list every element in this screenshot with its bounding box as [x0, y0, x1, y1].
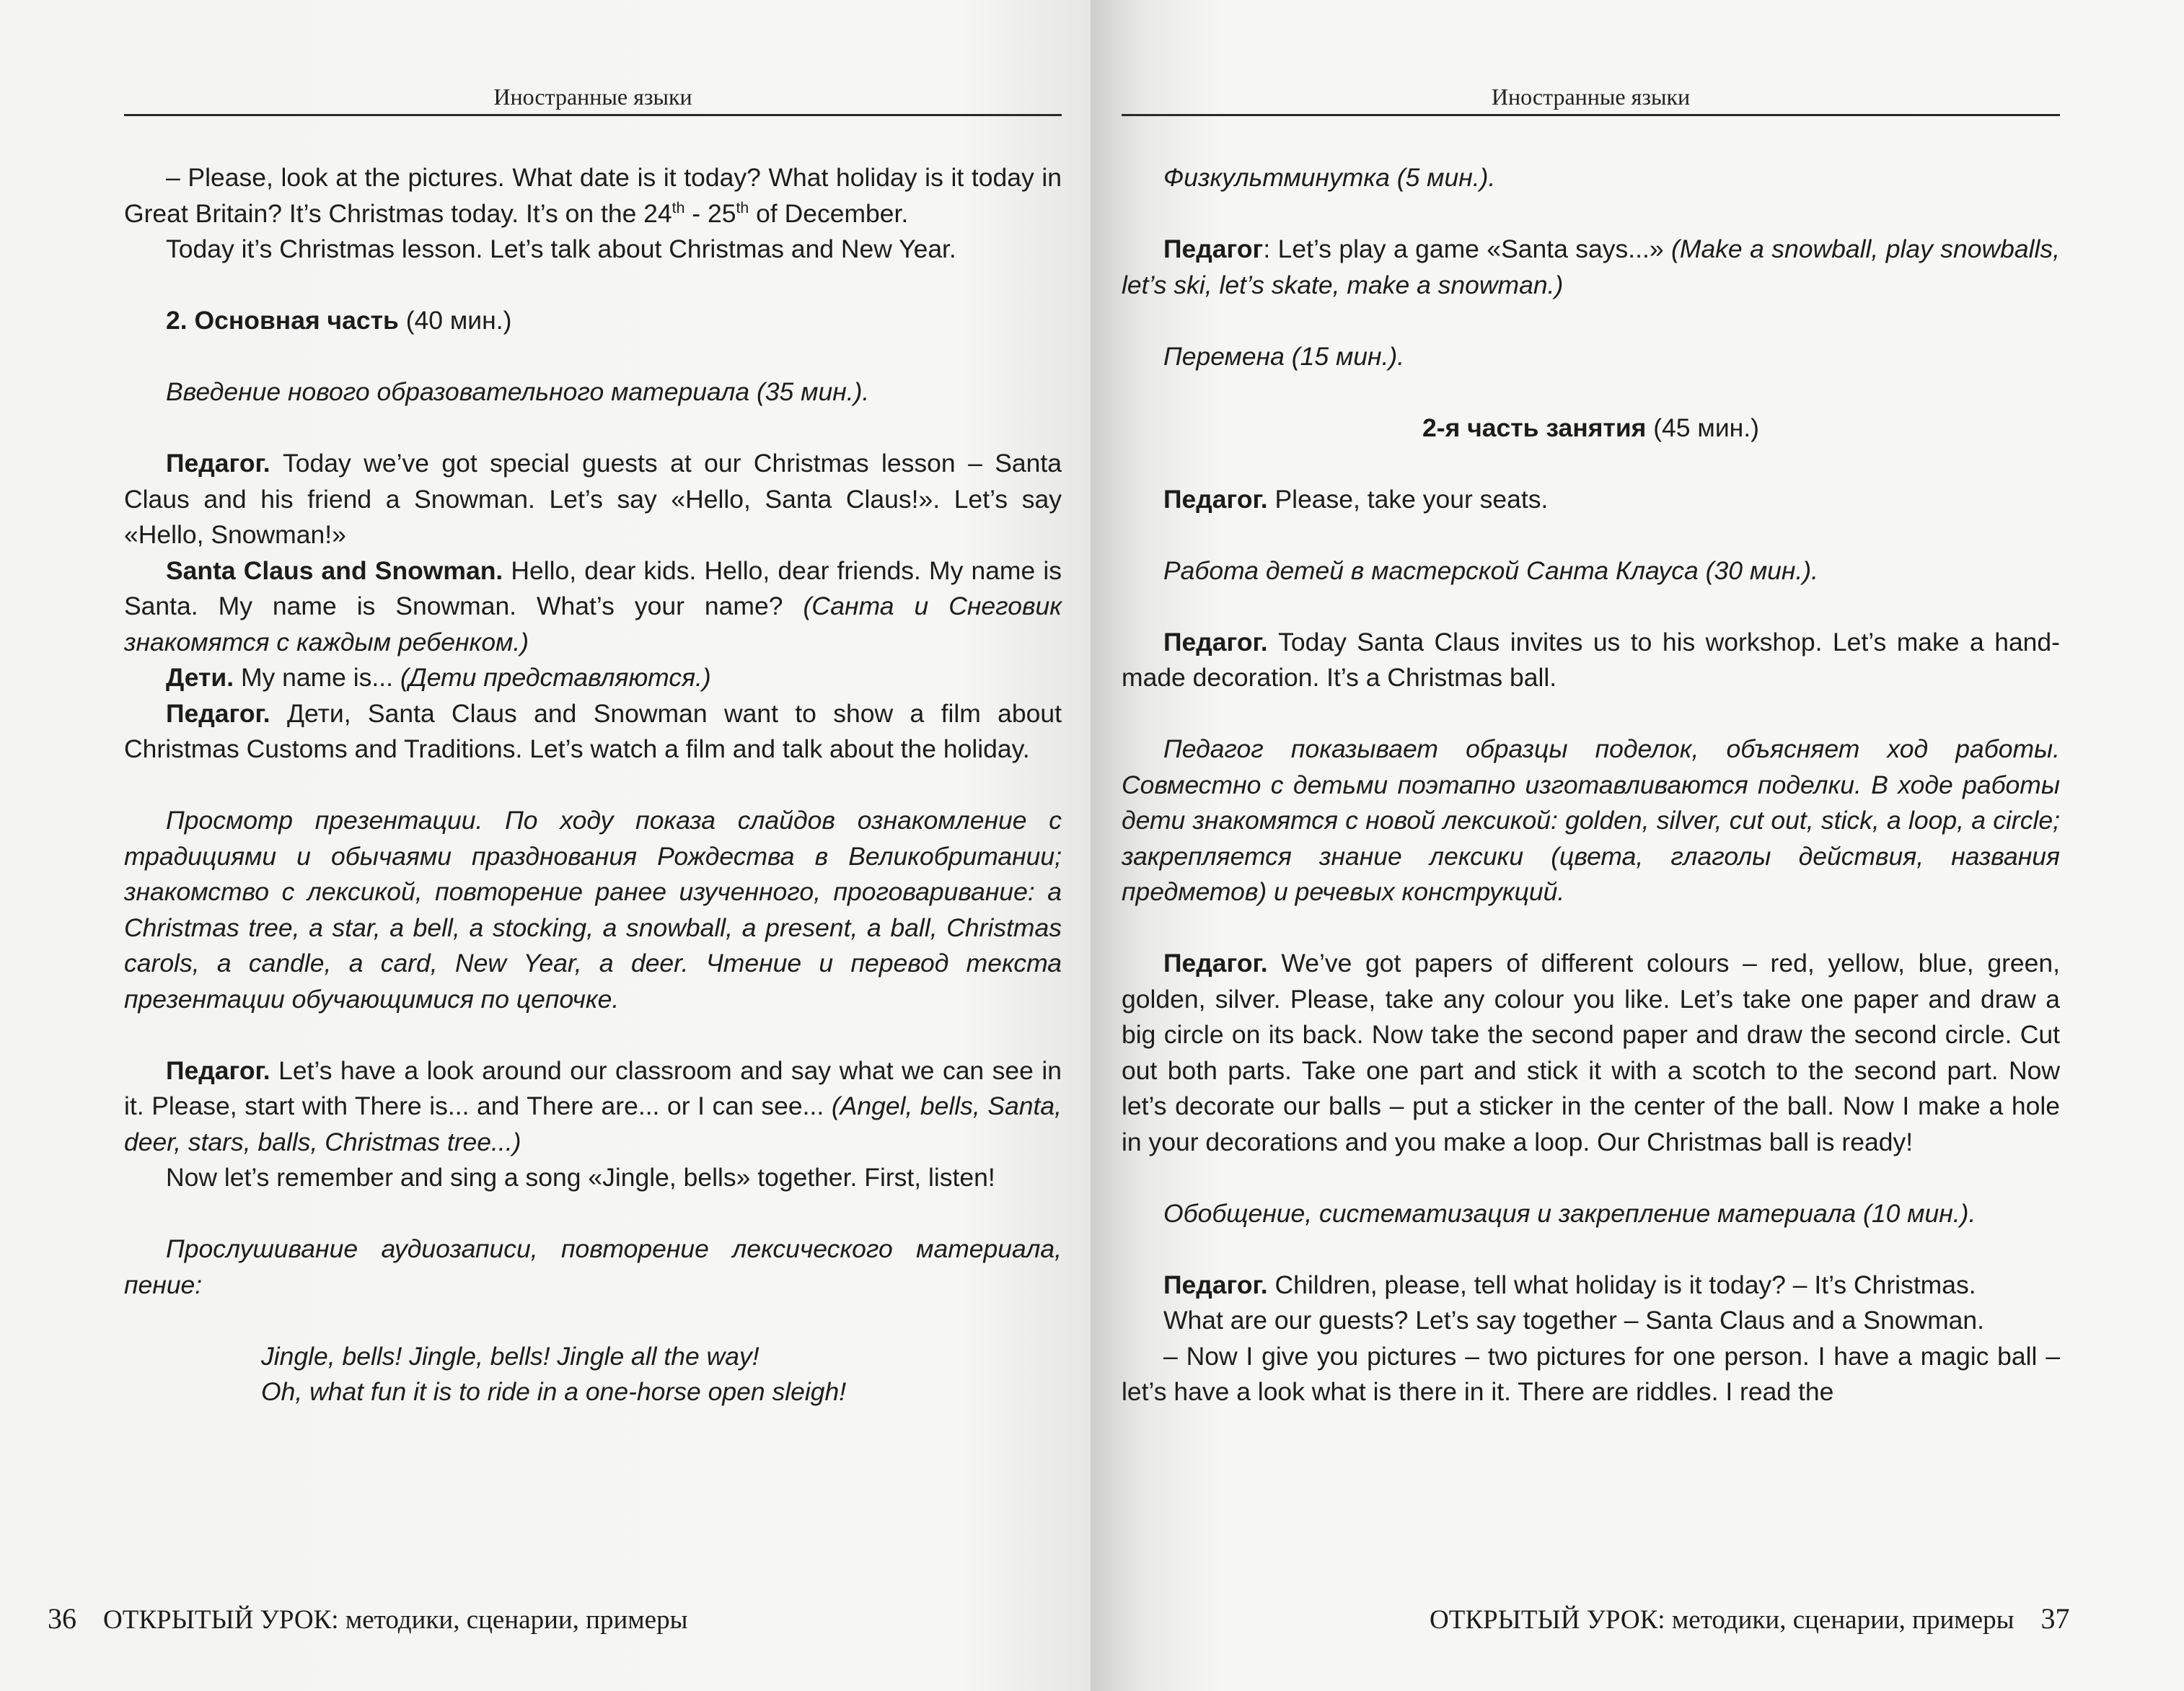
- dialogue-line: Педагог. Today Santa Claus invites us to his workshop. Let’s make a hand-made decoration. It’s a Christmas ball.: [1122, 627, 2060, 692]
- running-header: Иностранные языки: [1491, 84, 1691, 110]
- header-rule: [124, 114, 1062, 116]
- section-heading: 2. Основная часть (40 мин.): [166, 306, 512, 335]
- dialogue-line: Педагог. Please, take your seats.: [1163, 484, 1549, 514]
- song-line: Jingle, bells! Jingle, bells! Jingle all the way!: [261, 1341, 759, 1371]
- stage-note: Просмотр презентации. По ходу показа слайдов ознакомление с традициями и обычаями празднования Рождества в Великобритании; знакомство с лексикой, повторение ранее изученного, проговаривание: a Christmas tree, a star, a bell, a stocking, a snowball, a present, a ball, Christmas carols, a candle, a card, New Year, a deer. Чтение и перевод текста презентации обучающимися по цепочке.: [124, 806, 1062, 1014]
- paragraph: Now let’s remember and sing a song «Jingle, bells» together. First, listen!: [166, 1163, 995, 1192]
- page-number: 37: [2040, 1602, 2070, 1635]
- dialogue-line: Дети. My name is... (Дети представляются.): [166, 663, 711, 692]
- paragraph: Today it’s Christmas lesson. Let’s talk about Christmas and New Year.: [166, 234, 956, 263]
- stage-note: Обобщение, систематизация и закрепление материала (10 мин.).: [1163, 1198, 1976, 1228]
- section-heading: 2-я часть занятия (45 мин.): [1422, 413, 1759, 442]
- stage-note: Перемена (15 мин.).: [1163, 341, 1405, 371]
- speaker-label: Santa Claus and Snowman.: [166, 555, 503, 585]
- stage-note: Работа детей в мастерской Санта Клауса (30 мин.).: [1163, 555, 1818, 585]
- dialogue-line: Педагог. Дети, Santa Claus and Snowman want to show a film about Christmas Customs and Traditions. Let’s watch a film and talk about the holiday.: [124, 698, 1062, 763]
- dialogue-line: Педагог. Children, please, tell what holiday is it today? – It’s Christmas.: [1163, 1270, 1976, 1299]
- page-footer: 36 ОТКРЫТЫЙ УРОК: методики, сценарии, примеры: [48, 1602, 688, 1635]
- footer-series-title: ОТКРЫТЫЙ УРОК:: [1430, 1605, 1665, 1635]
- right-page-body: [1122, 160, 2060, 1410]
- running-header: Иностранные языки: [493, 84, 692, 110]
- paragraph: – Please, look at the pictures. What date is it today? What holiday is it today in Great Britain? It’s Christmas today. It’s on the 24th - 25th of December.: [124, 163, 1062, 228]
- song-lyrics: [124, 1339, 1062, 1410]
- paragraph: What are our guests? Let’s say together – Santa Claus and a Snowman.: [1163, 1306, 1984, 1335]
- dialogue-line: Педагог. Let’s have a look around our classroom and say what we can see in it. Please, start with There is... and There are... or I can see... (Angel, bells, Santa, deer, stars, balls, Christmas tree...): [124, 1055, 1062, 1156]
- paragraph: – Now I give you pictures – two pictures for one person. I have a magic ball – let’s have a look what is there in it. There are riddles. I read the: [1122, 1341, 2060, 1406]
- stage-note: Физкультминутка (5 мин.).: [1163, 163, 1496, 192]
- speaker-label: Дети.: [166, 663, 234, 692]
- speaker-label: Педагог.: [1163, 1270, 1268, 1299]
- song-line: Oh, what fun it is to ride in a one-horse open sleigh!: [261, 1377, 847, 1406]
- speaker-label: Педагог: [1163, 234, 1264, 263]
- left-page: [0, 0, 1091, 1691]
- speaker-label: Педагог.: [1163, 627, 1268, 656]
- stage-note: Педагог показывает образцы поделок, объясняет ход работы. Совместно с детьми поэтапно изготавливаются поделки. В ходе работы дети знакомятся с новой лексикой: golden, silver, cut out, stick, a loop, a circle; закрепляется знание лексики (цвета, глаголы действия, названия предметов) и речевых конструкций.: [1122, 734, 2060, 906]
- dialogue-line: Педагог. We’ve got papers of different colours – red, yellow, blue, green, golden, silver. Please, take any colour you like. Let’s take one paper and draw a big circle on its back. Now take the second paper and draw the second circle. Cut out both parts. Take one part and stick it with a scotch to the second part. Now let’s decorate our balls – put a sticker in the center of the ball. Now I make a hole in your decorations and you make a loop. Our Christmas ball is ready!: [1122, 949, 2060, 1156]
- left-page-body: [124, 160, 1062, 1410]
- speaker-label: Педагог.: [1163, 484, 1268, 514]
- speaker-label: Педагог.: [1163, 949, 1268, 978]
- speaker-label: Педагог.: [166, 1055, 270, 1085]
- header-rule: [1122, 114, 2060, 116]
- footer-series-title: ОТКРЫТЫЙ УРОК:: [103, 1605, 339, 1635]
- speaker-label: Педагог.: [166, 698, 270, 728]
- stage-note: Введение нового образовательного материала (35 мин.).: [166, 377, 870, 406]
- page-footer: ОТКРЫТЫЙ УРОК: методики, сценарии, примеры 37: [1430, 1602, 2070, 1635]
- dialogue-line: Педагог. Today we’ve got special guests at our Christmas lesson – Santa Claus and his friend a Snowman. Let’s say «Hello, Santa Claus!». Let’s say «Hello, Snowman!»: [124, 449, 1062, 549]
- dialogue-line: Педагог: Let’s play a game «Santa says...» (Make a snowball, play snowballs, let’s ski, let’s skate, make a snowman.): [1122, 234, 2060, 299]
- speaker-label: Педагог.: [166, 449, 270, 478]
- dialogue-line: Santa Claus and Snowman. Hello, dear kids. Hello, dear friends. My name is Santa. My name is Snowman. What’s your name? (Санта и Снеговик знакомятся с каждым ребенком.): [124, 555, 1062, 656]
- page-number: 36: [48, 1602, 76, 1635]
- stage-note: Прослушивание аудиозаписи, повторение лексического материала, пение:: [124, 1234, 1062, 1299]
- right-page: [1091, 0, 2184, 1691]
